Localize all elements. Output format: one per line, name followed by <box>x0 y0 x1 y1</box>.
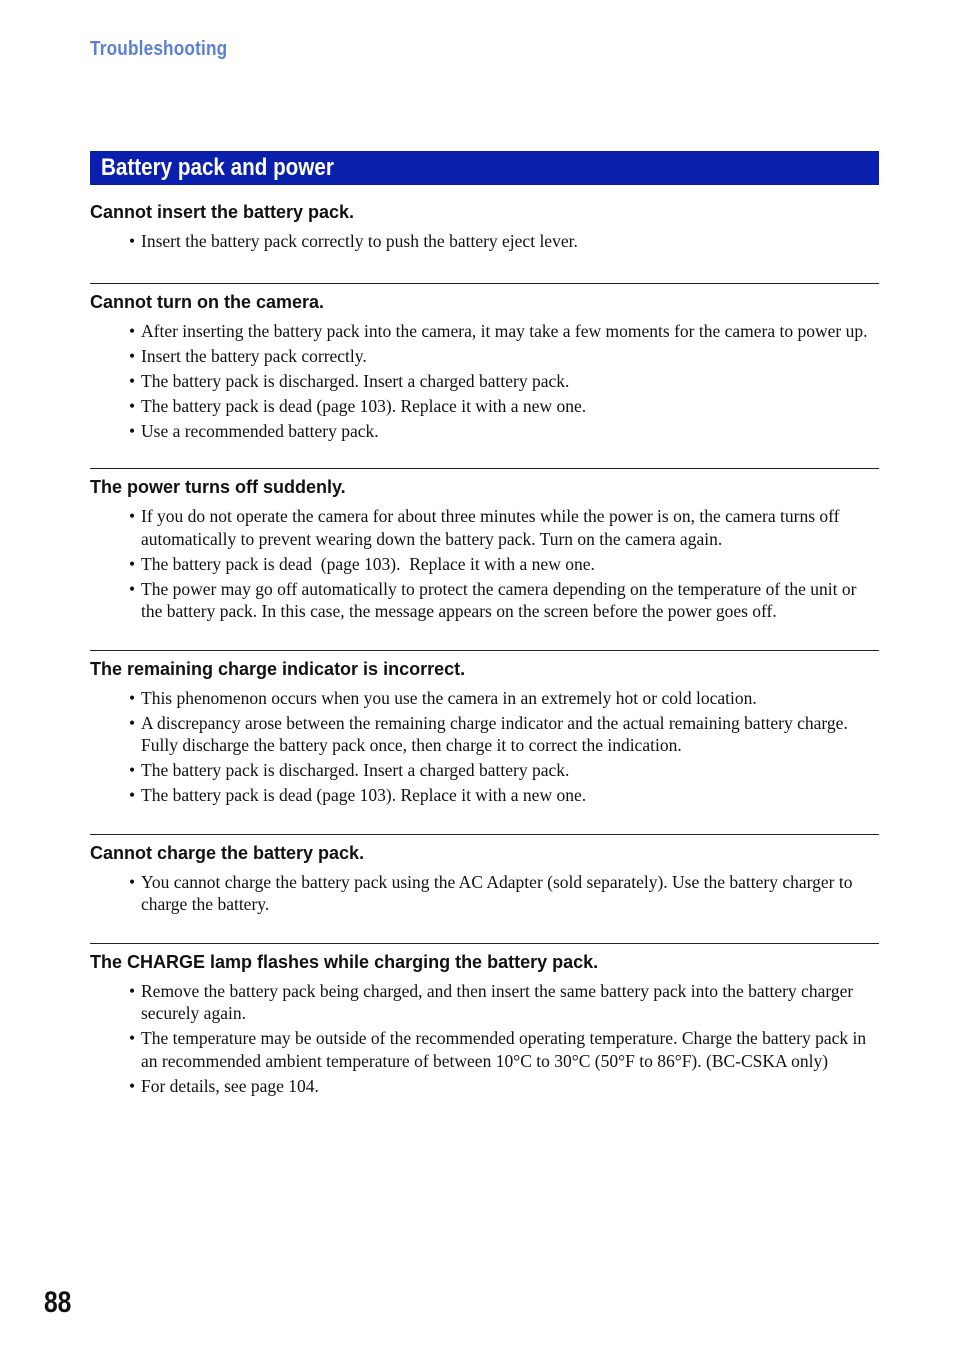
page-number: 88 <box>44 1286 72 1319</box>
topic-item-list <box>90 230 879 253</box>
divider <box>90 834 879 835</box>
list-item-text: The battery pack is dead (page 103). Replace it with a new one. <box>141 785 587 805</box>
bullet: • <box>129 420 136 441</box>
topic-charge-indicator-incorrect <box>90 655 879 807</box>
list-item <box>129 420 879 443</box>
list-item-text: If you do not operate the camera for about three minutes while the power is on, the camera turns off automatically to prevent wearing down the battery pack. Turn on the camera again. <box>141 506 840 549</box>
list-item-text: The temperature may be outside of the recommended operating temperature. Charge the battery pack in an recommended ambient temperature of between 10°C to 30°C (50°F to 86°F). (BC-CSKA only) <box>141 1028 867 1071</box>
topic-heading: Cannot turn on the camera. <box>90 291 325 312</box>
bullet: • <box>129 1075 136 1096</box>
topic-power-turns-off <box>90 473 879 623</box>
topic-cannot-insert-battery <box>90 198 879 253</box>
section-title: Battery pack and power <box>101 154 334 181</box>
topic-item-list <box>90 871 879 916</box>
bullet: • <box>129 712 136 733</box>
list-item-text: After inserting the battery pack into the camera, it may take a few moments for the camera to power up. <box>141 320 868 341</box>
bullet: • <box>129 231 136 251</box>
list-item-text: Insert the battery pack correctly. <box>141 345 367 366</box>
divider <box>90 468 879 469</box>
running-head: Troubleshooting <box>90 38 228 60</box>
topic-cannot-turn-on <box>90 288 879 443</box>
list-item-text: The power may go off automatically to protect the camera depending on the temperature of the unit or the battery pack. In this case, the message appears on the screen before the power goes off. <box>141 578 857 621</box>
list-item <box>129 712 879 757</box>
divider <box>90 943 879 944</box>
list-item <box>129 553 879 576</box>
bullet: • <box>129 760 136 780</box>
bullet: • <box>129 553 136 574</box>
topic-heading: The CHARGE lamp flashes while charging the battery pack. <box>90 951 599 972</box>
topic-charge-lamp-flashes <box>90 948 879 1098</box>
list-item <box>129 230 879 253</box>
list-item <box>129 578 879 623</box>
bullet: • <box>129 871 136 892</box>
list-item-text: This phenomenon occurs when you use the camera in an extremely hot or cold location. <box>141 687 757 708</box>
divider <box>90 650 879 651</box>
list-item-text: A discrepancy arose between the remaining charge indicator and the actual remaining battery charge. Fully discharge the battery pack once, then charge it to correct the indication. <box>141 712 848 755</box>
topic-cannot-charge <box>90 839 879 916</box>
topic-heading: Cannot insert the battery pack. <box>90 202 355 222</box>
section-header-bar <box>90 151 879 185</box>
list-item-text: Insert the battery pack correctly to push the battery eject lever. <box>141 231 578 251</box>
topic-heading: The power turns off suddenly. <box>90 477 346 497</box>
bullet: • <box>129 687 136 708</box>
list-item <box>129 980 879 1025</box>
list-item-text: The battery pack is discharged. Insert a charged battery pack. <box>141 760 570 780</box>
list-item <box>129 345 879 368</box>
divider <box>90 283 879 284</box>
list-item-text: The battery pack is discharged. Insert a charged battery pack. <box>141 370 570 391</box>
bullet: • <box>129 320 136 341</box>
list-item <box>129 871 879 916</box>
bullet: • <box>129 370 136 391</box>
list-item <box>129 784 879 807</box>
list-item-text: Use a recommended battery pack. <box>141 420 379 441</box>
list-item <box>129 687 879 710</box>
bullet: • <box>129 345 136 366</box>
list-item-text: You cannot charge the battery pack using the AC Adapter (sold separately). Use the battery charger to charge the battery. <box>141 871 853 914</box>
list-item <box>129 395 879 418</box>
topic-heading: Cannot charge the battery pack. <box>90 842 365 863</box>
topic-item-list <box>90 980 879 1098</box>
topic-item-list <box>90 687 879 807</box>
bullet: • <box>129 980 136 1001</box>
list-item <box>129 320 879 343</box>
list-item <box>129 370 879 393</box>
list-item-text: The battery pack is dead (page 103). Replace it with a new one. <box>141 395 587 416</box>
bullet: • <box>129 506 136 526</box>
list-item-text: Remove the battery pack being charged, and then insert the same battery pack into the battery charger securely again. <box>141 980 854 1023</box>
bullet: • <box>129 1028 136 1048</box>
topic-heading: The remaining charge indicator is incorrect. <box>90 658 466 679</box>
list-item <box>129 1075 879 1098</box>
topic-item-list <box>90 320 879 443</box>
troubleshooting-content <box>90 198 879 1100</box>
topic-item-list <box>90 505 879 623</box>
list-item <box>129 759 879 782</box>
list-item-text: The battery pack is dead (page 103). Replace it with a new one. <box>141 553 595 574</box>
list-item <box>129 505 879 550</box>
bullet: • <box>129 578 136 599</box>
list-item <box>129 1027 879 1072</box>
bullet: • <box>129 785 136 805</box>
bullet: • <box>129 395 136 416</box>
list-item-text: For details, see page 104. <box>141 1075 319 1096</box>
